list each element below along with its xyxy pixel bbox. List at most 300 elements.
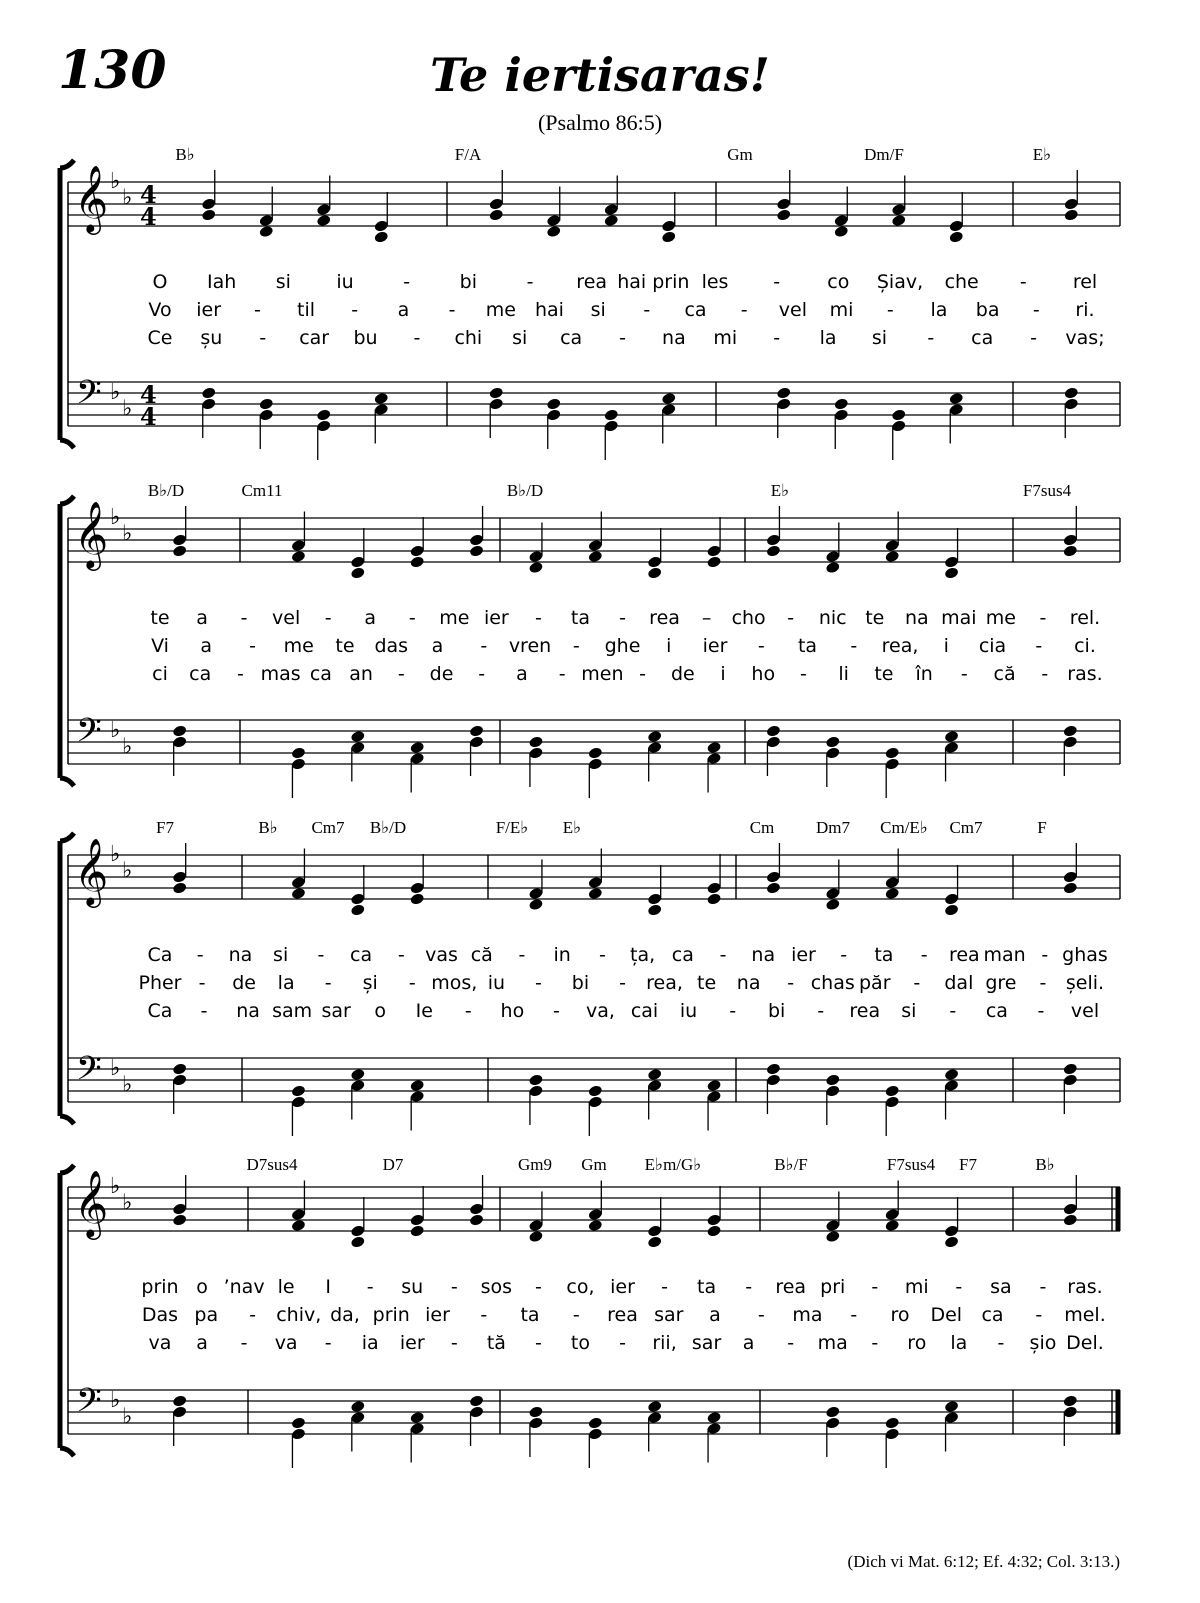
notehead xyxy=(884,1084,899,1097)
lyric-syllable: me xyxy=(439,607,470,629)
notehead xyxy=(469,724,484,737)
chord-symbol: Dm7 xyxy=(816,818,850,837)
lyric-syllable: - xyxy=(324,607,332,629)
lyric-syllable: – xyxy=(701,607,712,629)
notehead xyxy=(1064,208,1079,221)
lyric-syllable: - xyxy=(740,299,748,321)
notehead xyxy=(825,1405,840,1418)
notehead xyxy=(944,1068,959,1081)
lyric-syllable: - xyxy=(949,1000,957,1022)
lyric-syllable: - xyxy=(787,1332,795,1354)
notehead xyxy=(834,397,849,410)
notehead xyxy=(588,746,603,759)
lyric-syllable: - xyxy=(249,635,256,657)
notehead xyxy=(374,392,389,405)
notehead xyxy=(350,566,365,579)
lyric-syllable: Ca xyxy=(147,944,173,966)
notehead xyxy=(766,544,781,557)
notehead xyxy=(172,1062,187,1075)
notehead xyxy=(350,903,365,916)
lyric-syllable: - xyxy=(817,1000,825,1022)
lyric-syllable: Del xyxy=(930,1304,963,1326)
lyric-syllable: sos xyxy=(480,1276,513,1298)
notehead xyxy=(316,214,331,227)
hymn-title: Te iertisaras! xyxy=(430,48,770,102)
lyric-syllable: la xyxy=(819,327,837,349)
scripture-reference: (Psalmo 86:5) xyxy=(537,110,663,135)
lyric-syllable: chi xyxy=(454,327,483,349)
lyric-syllable: - xyxy=(518,944,526,966)
lyric-syllable: - xyxy=(534,1332,542,1354)
lyric-syllable: - xyxy=(240,607,248,629)
chord-symbol: B♭/D xyxy=(147,481,185,500)
treble-clef: 𝄞 xyxy=(74,1169,109,1237)
lyric-syllable: ca xyxy=(350,944,373,966)
lyric-syllable: la xyxy=(950,1332,968,1354)
bass-clef: 𝄢 xyxy=(76,1382,102,1428)
notehead xyxy=(588,550,603,563)
lyric-syllable: - xyxy=(757,635,765,657)
chord-symbol: D7 xyxy=(382,1155,404,1174)
lyric-syllable: a xyxy=(200,635,213,657)
lyric-syllable: si xyxy=(512,327,528,349)
lyric-syllable: - xyxy=(619,1332,626,1354)
lyric-syllable: ma xyxy=(817,1332,848,1354)
lyric-syllable: me xyxy=(985,607,1017,629)
chord-symbol: B♭ xyxy=(175,145,195,164)
chord-symbol: E♭m/G♭ xyxy=(644,1155,702,1174)
time-signature: 4 xyxy=(140,180,157,209)
lyric-syllable: ho xyxy=(500,1000,525,1022)
key-flat: ♭ xyxy=(122,858,133,884)
lyric-syllable: mi xyxy=(713,327,738,349)
notehead xyxy=(647,730,662,743)
lyric-syllable: co, xyxy=(566,1276,595,1298)
lyric-syllable: - xyxy=(1041,944,1049,966)
lyric-syllable: te xyxy=(335,635,355,657)
notehead xyxy=(766,881,781,894)
lyric-syllable: - xyxy=(729,1000,737,1022)
lyric-syllable: prin xyxy=(372,1304,410,1326)
lyric-syllable: ca xyxy=(971,327,994,349)
lyric-syllable: ma xyxy=(792,1304,823,1326)
lyric-syllable: ghas xyxy=(1062,944,1108,966)
notehead xyxy=(528,561,543,574)
chord-symbol: Cm xyxy=(749,818,775,837)
lyric-syllable: că xyxy=(470,944,493,966)
lyric-syllable: - xyxy=(1039,607,1047,629)
notehead xyxy=(528,735,543,748)
lyric-syllable: în xyxy=(915,663,933,685)
lyric-syllable: ța, xyxy=(630,944,656,966)
notehead xyxy=(172,724,187,737)
key-flat: ♭ xyxy=(110,380,121,405)
chord-symbol: D7sus4 xyxy=(246,1155,298,1174)
lyric-syllable: hai xyxy=(534,299,564,321)
key-flat: ♭ xyxy=(122,1404,133,1430)
lyric-syllable: - xyxy=(196,944,204,966)
lyric-syllable: ca xyxy=(684,299,707,321)
lyric-syllable: i xyxy=(720,663,726,685)
lyric-syllable: - xyxy=(960,663,968,685)
chord-symbol: F7sus4 xyxy=(1022,481,1072,500)
notehead xyxy=(350,1400,365,1413)
chord-symbol: F xyxy=(1037,818,1047,837)
notehead xyxy=(949,392,964,405)
lyric-syllable: iu xyxy=(679,1000,698,1022)
lyric-syllable: me xyxy=(283,635,314,657)
lyric-syllable: vel xyxy=(272,607,301,629)
chord-symbol: F7 xyxy=(959,1155,977,1174)
notehead xyxy=(1063,1394,1078,1407)
notehead xyxy=(1063,881,1078,894)
lyric-syllable: na xyxy=(736,972,761,994)
lyric-syllable: - xyxy=(249,1304,256,1326)
lyric-syllable: - xyxy=(598,944,606,966)
lyric-syllable: Vo xyxy=(148,299,172,321)
lyric-syllable: mi xyxy=(904,1276,929,1298)
notehead xyxy=(259,397,274,410)
lyric-syllable: - xyxy=(253,299,261,321)
key-flat: ♭ xyxy=(110,505,121,530)
lyric-syllable: - xyxy=(1019,271,1027,293)
notehead xyxy=(316,408,331,421)
notehead xyxy=(884,1416,899,1429)
lyric-syllable: a xyxy=(431,635,444,657)
lyric-syllable: - xyxy=(1037,1000,1045,1022)
notehead xyxy=(409,892,424,905)
lyric-syllable: gre xyxy=(985,972,1017,994)
lyric-syllable: - xyxy=(800,663,807,685)
chord-symbol: Cm11 xyxy=(241,481,283,500)
notehead xyxy=(469,1394,484,1407)
lyric-syllable: - xyxy=(526,271,534,293)
lyric-syllable: ca xyxy=(985,1000,1008,1022)
notehead xyxy=(409,1224,424,1237)
lyric-syllable: că xyxy=(993,663,1016,685)
lyric-syllable: men xyxy=(581,663,624,685)
lyric-syllable: ’nav xyxy=(223,1276,265,1298)
notehead xyxy=(546,225,561,238)
lyric-syllable: va xyxy=(274,1332,298,1354)
lyric-syllable: - xyxy=(787,607,795,629)
lyric-syllable: - xyxy=(408,607,416,629)
lyric-syllable: ri. xyxy=(1075,299,1095,321)
chord-symbol: F7 xyxy=(156,818,174,837)
lyric-syllable: cia xyxy=(978,635,1007,657)
lyric-syllable: ca xyxy=(560,327,583,349)
notehead xyxy=(706,1224,721,1237)
lyric-syllable: - xyxy=(480,635,488,657)
lyric-syllable: rea xyxy=(775,1276,807,1298)
lyric-syllable: rea, xyxy=(646,972,683,994)
lyric-syllable: ta xyxy=(520,1304,540,1326)
brace xyxy=(60,160,74,448)
treble-clef: 𝄞 xyxy=(74,164,109,232)
lyric-syllable: Vi xyxy=(151,635,169,657)
lyric-syllable: - xyxy=(324,1332,332,1354)
notehead xyxy=(350,1235,365,1248)
lyric-syllable: na xyxy=(751,944,776,966)
lyric-syllable: va xyxy=(148,1332,172,1354)
key-flat: ♭ xyxy=(122,521,133,547)
lyric-syllable: cho xyxy=(731,607,766,629)
lyric-syllable: - xyxy=(639,663,647,685)
lyric-syllable: șio xyxy=(1029,1332,1057,1354)
lyric-syllable: - xyxy=(448,299,456,321)
lyric-syllable: - xyxy=(572,1304,580,1326)
lyric-syllable: rii, xyxy=(652,1332,677,1354)
notehead xyxy=(944,903,959,916)
lyric-syllable: - xyxy=(403,271,411,293)
lyric-syllable: na xyxy=(904,607,929,629)
notehead xyxy=(776,386,791,399)
notehead xyxy=(489,208,504,221)
notehead xyxy=(706,892,721,905)
chord-symbol: Gm xyxy=(727,145,753,164)
lyric-syllable: ta xyxy=(874,944,894,966)
notehead xyxy=(825,735,840,748)
lyric-syllable: - xyxy=(871,1332,879,1354)
time-signature: 4 xyxy=(140,202,157,231)
notehead xyxy=(706,1079,721,1092)
lyric-syllable: rea xyxy=(849,1000,881,1022)
chord-symbol: B♭/D xyxy=(369,818,407,837)
lyric-syllable: a xyxy=(516,663,528,685)
lyric-syllable: ta xyxy=(697,1276,717,1298)
bass-staff xyxy=(68,382,1120,426)
lyric-syllable: I xyxy=(325,1276,331,1298)
lyric-syllable: - xyxy=(572,635,580,657)
notehead xyxy=(825,1073,840,1086)
notehead xyxy=(884,550,899,563)
lyric-syllable: ier xyxy=(483,607,509,629)
lyric-syllable: bi xyxy=(571,972,590,994)
notehead xyxy=(1063,1062,1078,1075)
notehead xyxy=(661,230,676,243)
notehead xyxy=(944,1400,959,1413)
lyric-syllable: - xyxy=(464,1000,472,1022)
notehead xyxy=(374,230,389,243)
lyric-syllable: - xyxy=(450,1276,458,1298)
lyric-syllable: - xyxy=(480,1304,488,1326)
chord-symbol: E♭ xyxy=(562,818,582,837)
lyric-syllable: - xyxy=(1035,635,1043,657)
lyric-syllable: mi xyxy=(829,299,854,321)
lyric-syllable: Ca xyxy=(147,1000,173,1022)
lyric-syllable: ier xyxy=(196,299,222,321)
lyric-syllable: - xyxy=(997,1332,1005,1354)
lyric-syllable: to xyxy=(570,1332,590,1354)
notehead xyxy=(409,555,424,568)
lyric-syllable: - xyxy=(534,607,542,629)
lyric-syllable: Del. xyxy=(1066,1332,1104,1354)
key-flat: ♭ xyxy=(110,1388,121,1413)
footer-references: (Dich vi Mat. 6:12; Ef. 4:32; Col. 3:13.) xyxy=(847,1552,1120,1571)
lyric-syllable: rel xyxy=(1072,271,1098,293)
lyric-syllable: - xyxy=(661,1276,668,1298)
lyric-syllable: - xyxy=(259,327,267,349)
notehead xyxy=(201,386,216,399)
lyric-syllable: vel xyxy=(1070,1000,1100,1022)
notehead xyxy=(469,544,484,557)
lyric-syllable: o xyxy=(374,1000,387,1022)
lyric-syllable: ci xyxy=(152,663,168,685)
system-1 xyxy=(60,145,1120,460)
notehead xyxy=(647,566,662,579)
lyric-syllable: - xyxy=(850,1304,858,1326)
lyric-syllable: dal xyxy=(944,972,974,994)
lyric-syllable: - xyxy=(552,1000,560,1022)
lyric-syllable: vel xyxy=(778,299,808,321)
notehead xyxy=(409,741,424,754)
lyric-syllable: te xyxy=(150,607,170,629)
lyric-syllable: rea xyxy=(607,1304,638,1326)
lyric-syllable: ras. xyxy=(1067,663,1103,685)
notehead xyxy=(588,1219,603,1232)
key-flat: ♭ xyxy=(122,1190,133,1216)
lyric-syllable: - xyxy=(787,972,795,994)
notehead xyxy=(884,887,899,900)
notehead xyxy=(944,566,959,579)
notehead xyxy=(647,1400,662,1413)
notehead xyxy=(825,561,840,574)
lyric-syllable: - xyxy=(317,944,325,966)
system-4 xyxy=(60,1155,1120,1468)
lyric-syllable: - xyxy=(913,972,921,994)
system-3 xyxy=(60,818,1120,1136)
chord-symbol: B♭/F xyxy=(774,1155,808,1174)
lyric-syllable: - xyxy=(397,663,405,685)
lyric-syllable: prin xyxy=(141,1276,179,1298)
lyric-syllable: - xyxy=(1039,1276,1047,1298)
lyric-syllable: - xyxy=(366,1276,374,1298)
notehead xyxy=(706,555,721,568)
treble-clef: 𝄞 xyxy=(74,837,109,905)
notehead xyxy=(891,408,906,421)
notehead xyxy=(172,1394,187,1407)
key-flat: ♭ xyxy=(122,734,133,760)
lyric-syllable: ro xyxy=(890,1304,910,1326)
lyric-syllable: rel. xyxy=(1069,607,1101,629)
lyric-syllable: iu xyxy=(487,972,506,994)
chord-symbol: F/A xyxy=(454,145,482,164)
lyric-syllable: i xyxy=(666,635,672,657)
notehead xyxy=(588,1416,603,1429)
bass-clef: 𝄢 xyxy=(76,1050,102,1096)
bass-clef: 𝄢 xyxy=(76,374,102,420)
lyric-syllable: Ce xyxy=(147,327,173,349)
notehead xyxy=(291,1084,306,1097)
key-flat: ♭ xyxy=(122,396,133,422)
key-flat: ♭ xyxy=(110,169,121,194)
lyric-syllable: mel. xyxy=(1064,1304,1106,1326)
notehead xyxy=(291,550,306,563)
lyric-syllable: - xyxy=(200,1000,208,1022)
notehead xyxy=(350,1068,365,1081)
notehead xyxy=(1064,386,1079,399)
lyric-syllable: păr xyxy=(859,972,891,994)
chord-symbol: Gm9 xyxy=(518,1155,552,1174)
notehead xyxy=(949,230,964,243)
lyric-syllable: Pher xyxy=(138,972,182,994)
notehead xyxy=(588,887,603,900)
lyric-syllable: - xyxy=(534,972,542,994)
notehead xyxy=(647,1235,662,1248)
lyric-syllable: - xyxy=(408,972,416,994)
notehead xyxy=(409,1079,424,1092)
lyric-syllable: ta xyxy=(797,635,818,657)
notehead xyxy=(291,746,306,759)
time-signature: 4 xyxy=(140,380,157,409)
lyric-syllable: - xyxy=(1032,299,1040,321)
lyric-syllable: Iah xyxy=(207,271,237,293)
lyric-syllable: - xyxy=(745,1276,753,1298)
chord-symbol: F7sus4 xyxy=(886,1155,936,1174)
lyric-syllable: ghe xyxy=(604,635,641,657)
lyric-syllable: hai prin xyxy=(617,271,690,293)
lyric-syllable: i xyxy=(943,635,949,657)
notehead xyxy=(172,544,187,557)
lyric-syllable: O xyxy=(152,271,168,293)
lyric-syllable: in xyxy=(553,944,571,966)
lyric-syllable: Șiav, xyxy=(876,271,924,293)
lyric-syllable: - xyxy=(619,607,626,629)
lyric-syllable: a xyxy=(709,1304,721,1326)
lyric-syllable: te xyxy=(865,607,885,629)
lyric-syllable: si xyxy=(590,299,606,321)
notehead xyxy=(944,1235,959,1248)
notehead xyxy=(776,208,791,221)
notehead xyxy=(172,1213,187,1226)
key-flat: ♭ xyxy=(110,1056,121,1081)
lyric-syllable: sar xyxy=(691,1332,722,1354)
notehead xyxy=(884,746,899,759)
lyric-syllable: șeli. xyxy=(1065,972,1105,994)
lyric-syllable: - xyxy=(850,635,858,657)
lyric-syllable: ta xyxy=(570,607,591,629)
system-2 xyxy=(60,481,1120,798)
lyric-syllable: ras. xyxy=(1067,1276,1103,1298)
notehead xyxy=(944,730,959,743)
notehead xyxy=(766,724,781,737)
lyric-syllable: te xyxy=(874,663,894,685)
lyric-syllable: sa xyxy=(990,1276,1012,1298)
notehead xyxy=(291,887,306,900)
notehead xyxy=(884,1219,899,1232)
lyric-syllable: man xyxy=(983,944,1026,966)
notehead xyxy=(259,225,274,238)
notehead xyxy=(834,225,849,238)
lyric-syllable: ia xyxy=(361,1332,379,1354)
hymn-number: 130 xyxy=(58,40,167,101)
lyric-syllable: til xyxy=(297,299,316,321)
notehead xyxy=(546,397,561,410)
key-flat: ♭ xyxy=(110,1174,121,1199)
lyric-syllable: rea, xyxy=(881,635,919,657)
lyric-syllable: - xyxy=(927,327,935,349)
lyric-syllable: ca xyxy=(671,944,694,966)
lyric-syllable: ca xyxy=(189,663,212,685)
lyric-syllable: - xyxy=(955,1276,963,1298)
notehead xyxy=(469,1213,484,1226)
notehead xyxy=(604,214,619,227)
lyric-syllable: da, xyxy=(330,1304,360,1326)
notehead xyxy=(528,898,543,911)
lyric-syllable: - xyxy=(1035,1304,1043,1326)
time-signature: 4 xyxy=(140,402,157,431)
lyric-syllable: - xyxy=(757,1304,765,1326)
